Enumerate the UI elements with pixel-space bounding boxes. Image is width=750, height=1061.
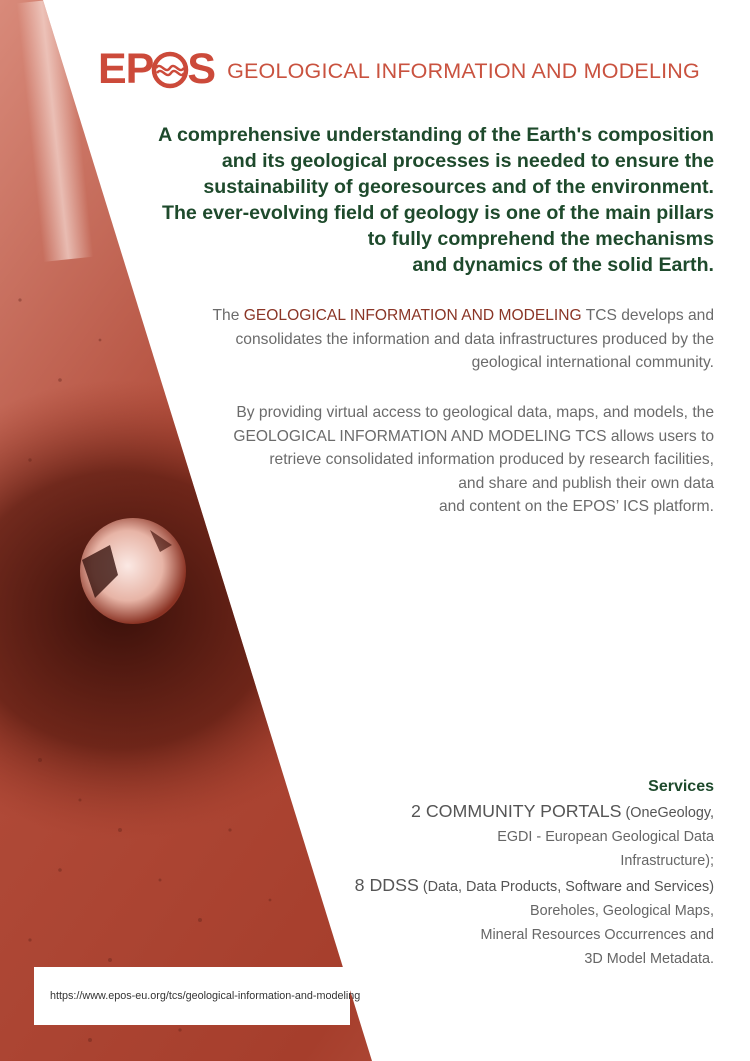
para1-line (213, 304, 714, 328)
portals-line-2: EGDI - European Geological Data (497, 829, 714, 845)
para2-line: and content on the EPOS’ ICS platform. (438, 498, 714, 515)
lead-line: sustainability of georesources and of the environment. (203, 176, 714, 198)
lead-line: and its geological processes is needed to ensure the (221, 150, 714, 172)
portals-line-3: Infrastructure); (620, 853, 714, 869)
lead-line: to fully comprehend the mechanisms (367, 228, 714, 250)
ddss-line-2: Boreholes, Geological Maps, (530, 903, 714, 919)
tcs-description (213, 304, 714, 375)
portals-line (355, 799, 714, 825)
para2-line: and share and publish their own data (458, 474, 714, 492)
para2-line: GEOLOGICAL INFORMATION AND MODELING TCS allows users to (233, 427, 714, 445)
tcs-name-highlight: GEOLOGICAL INFORMATION AND MODELING (243, 307, 582, 324)
ddss-count: 8 DDSS (354, 875, 419, 895)
tcs-url-link[interactable]: https://www.epos-eu.org/tcs/geological-information-and-modeling (50, 990, 361, 1002)
ddss-line-4: 3D Model Metadata. (584, 951, 714, 967)
lead-statement (114, 122, 714, 278)
portals-count: 2 COMMUNITY PORTALS (411, 801, 622, 821)
ddss-line-3: Mineral Resources Occurrences and (480, 927, 714, 943)
para1-line: geological international community. (471, 354, 714, 371)
page-title: GEOLOGICAL INFORMATION AND MODELING (227, 59, 700, 83)
lead-line: A comprehensive understanding of the Earth's composition (158, 124, 714, 146)
logo-letter-s: S (187, 45, 216, 93)
para1-post: TCS develops and (581, 307, 714, 324)
lead-line: and dynamics of the solid Earth. (412, 254, 714, 276)
footer-box (34, 967, 361, 1025)
tcs-access-description (233, 401, 714, 519)
services-section (355, 776, 714, 971)
epos-logo (98, 45, 216, 93)
para1-line: consolidates the information and data infrastructures produced by the (235, 330, 714, 348)
lead-line: The ever-evolving field of geology is one of the main pillars (162, 202, 714, 224)
para1-pre: The (212, 307, 244, 324)
header (98, 45, 700, 93)
para2-line: By providing virtual access to geological data, maps, and models, the (236, 404, 714, 421)
wave-globe-icon (151, 51, 189, 89)
para2-line: retrieve consolidated information produced by research facilities, (269, 451, 714, 468)
ddss-detail: (Data, Data Products, Software and Services) (418, 879, 714, 895)
ddss-line (355, 873, 714, 899)
portals-detail: (OneGeology, (621, 805, 714, 821)
services-heading: Services (648, 778, 714, 795)
logo-letters-ep: EP (98, 45, 154, 93)
